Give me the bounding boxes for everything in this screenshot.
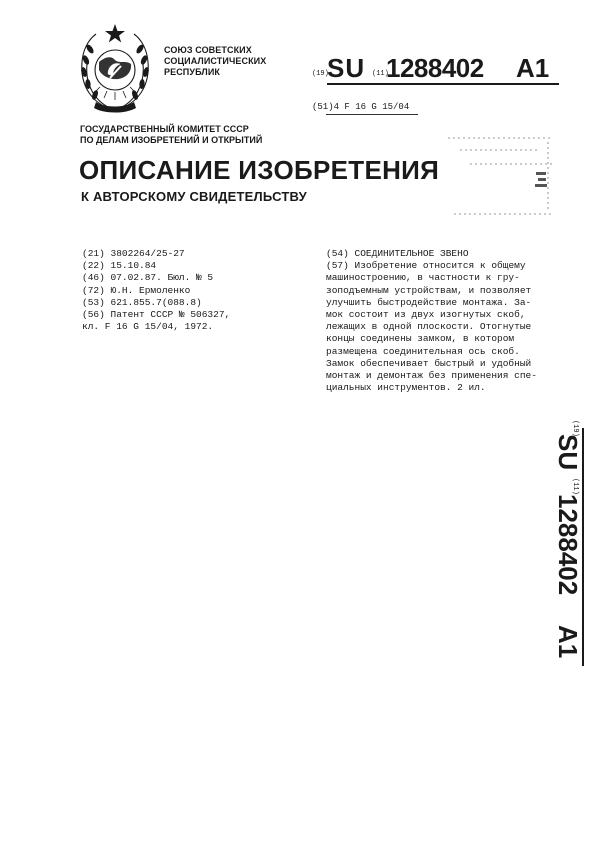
inid-code: (56) (82, 309, 105, 321)
biblio-row (82, 297, 230, 309)
kind-code: A1 (553, 625, 583, 659)
number-label: (11) (571, 478, 579, 495)
biblio-value: 15.10.84 (110, 260, 157, 272)
biblio-row (82, 321, 230, 333)
invention-title-line (326, 248, 546, 260)
inid-code: (53) (82, 296, 105, 308)
patent-number-header (312, 53, 572, 89)
abstract-line: зоподъемным устройствам, и позволяет (326, 284, 532, 296)
biblio-value: 621.855.7(088.8) (110, 296, 202, 308)
inid-code: (46) (82, 272, 105, 284)
inid-code: (21) (82, 248, 105, 259)
abstract-line (326, 260, 546, 272)
number-label: (11) (372, 70, 389, 78)
bibliographic-data (82, 248, 230, 333)
library-stamp (440, 130, 560, 225)
document-title: ОПИСАНИЕ ИЗОБРЕТЕНИЯ (79, 155, 440, 185)
biblio-row (82, 260, 230, 272)
abstract-line: монтаж и демонтаж без применения спе- (326, 370, 537, 382)
union-name (164, 45, 266, 78)
ussr-emblem-icon (74, 22, 156, 116)
country-code-label: (19) (312, 70, 329, 78)
abstract-line: машиностроению, в частности к гру- (326, 272, 520, 284)
invention-title: СОЕДИНИТЕЛЬНОЕ ЗВЕНО (354, 248, 469, 259)
inid-code: (22) (82, 260, 105, 272)
inid-code: (54) (326, 248, 349, 259)
abstract-line: размещена соединительная ось скоб. (326, 345, 520, 357)
country-code-label: (19) (571, 420, 579, 437)
union-line: СОЦИАЛИСТИЧЕСКИХ (164, 56, 267, 66)
committee-name (80, 124, 262, 146)
biblio-row (82, 309, 230, 321)
patent-number-side (550, 420, 585, 670)
patent-number: 1288402 (386, 53, 484, 83)
committee-line: ПО ДЕЛАМ ИЗОБРЕТЕНИЙ И ОТКРЫТИЙ (80, 135, 263, 145)
union-line: СОЮЗ СОВЕТСКИХ (164, 45, 252, 55)
biblio-value: Патент СССР № 506327, (110, 309, 231, 321)
biblio-value: 07.02.87. Бюл. № 5 (110, 272, 214, 284)
biblio-value: 3802264/25-27 (110, 248, 185, 259)
ipc-classification: (51)4 F 16 G 15/04 (312, 102, 410, 112)
biblio-row (82, 272, 230, 284)
abstract (326, 248, 546, 394)
underline-rule (327, 83, 559, 85)
biblio-row (82, 248, 230, 260)
abstract-text: Изобретение относится к общему (354, 260, 526, 272)
abstract-line: лежащих в одной плоскости. Отогнутые (326, 321, 532, 333)
biblio-value: Ю.Н. Ермоленко (110, 284, 191, 296)
inid-code: (72) (82, 284, 105, 296)
committee-line: ГОСУДАРСТВЕННЫЙ КОМИТЕТ СССР (80, 124, 249, 134)
inid-code: (57) (326, 260, 349, 272)
kind-code: A1 (516, 53, 550, 83)
abstract-line: улучшить быстродействие монтажа. За- (326, 296, 532, 308)
country-code: SU (327, 53, 366, 83)
union-line: РЕСПУБЛИК (164, 67, 220, 77)
biblio-value: кл. F 16 G 15/04, 1972. (82, 321, 214, 333)
biblio-row (82, 285, 230, 297)
patent-number: 1288402 (553, 494, 583, 596)
abstract-line: мок состоит из двух изогнутых скоб, (326, 309, 526, 321)
country-code: SU (553, 434, 583, 471)
document-subtitle: К АВТОРСКОМУ СВИДЕТЕЛЬСТВУ (81, 189, 307, 204)
abstract-line: Замок обеспечивает быстрый и удобный (326, 357, 532, 369)
ipc-underline (326, 114, 418, 115)
abstract-line: концы соединены замком, в котором (326, 333, 515, 345)
abstract-line: циальных инструментов. 2 ил. (326, 382, 486, 394)
